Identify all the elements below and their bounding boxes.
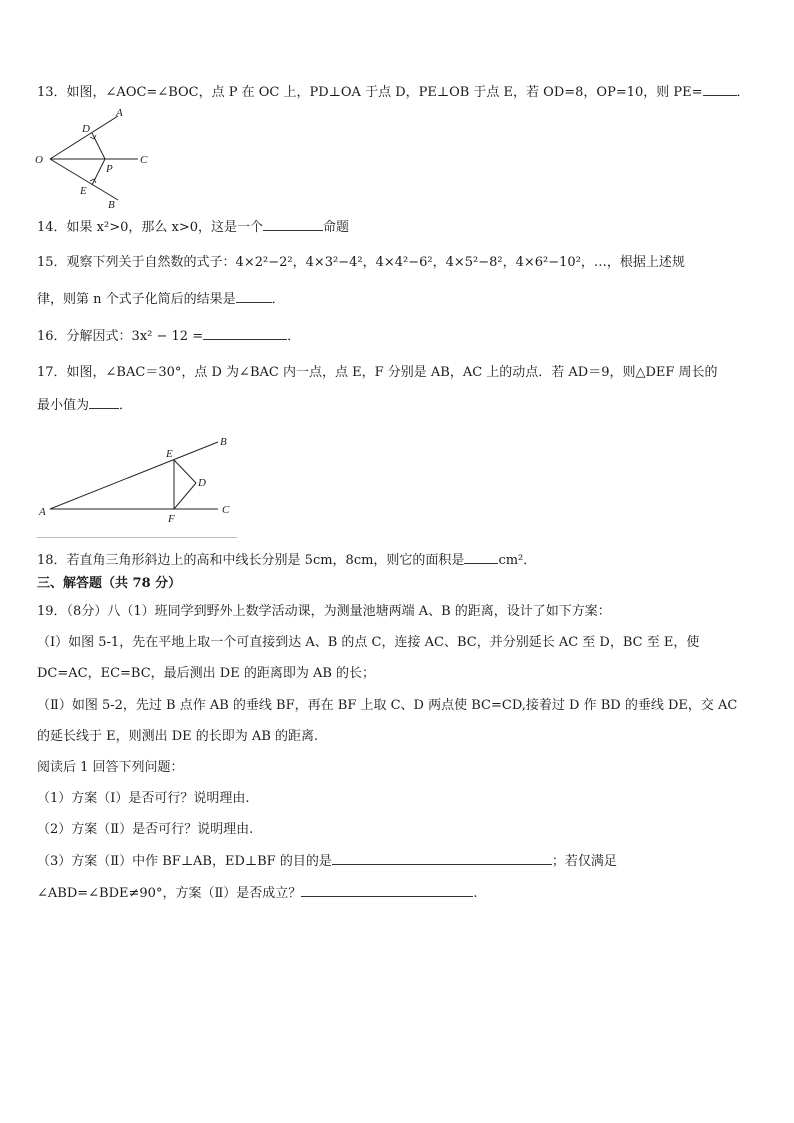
q15-answer-blank[interactable]	[236, 290, 272, 303]
q19-sub3b-suffix: .	[473, 886, 478, 901]
q16-prefix: 16．分解因式：3x² − 12 =	[37, 329, 204, 344]
label-o: O	[35, 154, 43, 166]
q19-sub3b-prefix: ∠ABD=∠BDE≠90°，方案（Ⅱ）是否成立？	[37, 886, 302, 901]
q15-line1: 15．观察下列关于自然数的式子：4×2²−2²，4×3²−4²，4×4²−6²，4×5²−8²，4×6²−10²，…，根据上述规	[37, 255, 685, 270]
q19-sub3-suffix: ；若仅满足	[551, 854, 617, 869]
label-b: B	[108, 199, 115, 211]
q19-intro: 19．（8分）八（1）班同学到野外上数学活动课，为测量池塘两端 A、B 的距离，设计了如下方案：	[37, 604, 611, 619]
q17-line2	[37, 396, 764, 415]
q19-sub3-answer-blank[interactable]	[332, 852, 552, 865]
q13-suffix: ．	[736, 85, 750, 100]
q13-answer-blank[interactable]	[703, 83, 737, 96]
q15-line2	[37, 290, 764, 309]
label-c: C	[222, 504, 230, 516]
label-a: A	[116, 107, 123, 119]
segment-pd	[92, 133, 105, 159]
q17-suffix: ．	[119, 398, 133, 413]
q19-sub2: （2）方案（Ⅱ）是否可行？说明理由.	[37, 822, 254, 837]
q18-suffix: cm²．	[498, 553, 537, 568]
q18-answer-blank[interactable]	[464, 551, 498, 564]
section-3-heading: 三、解答题（共 78 分）	[37, 576, 182, 591]
label-d: D	[82, 123, 90, 135]
label-e: E	[166, 448, 173, 460]
q14-prefix: 14．如果 x²>0，那么 x>0，这是一个	[37, 220, 264, 235]
label-f: F	[168, 513, 175, 525]
q18-text	[37, 551, 764, 570]
q17-line1: 17．如图，∠BAC＝30°，点 D 为∠BAC 内一点，点 E，F 分别是 AB，AC 上的动点．若 AD＝9，则△DEF 周长的	[37, 365, 718, 380]
q17-figure	[36, 433, 246, 525]
q17-answer-blank[interactable]	[89, 396, 119, 409]
q15-prefix: 律，则第 n 个式子化简后的结果是	[37, 292, 236, 307]
label-p: P	[106, 163, 113, 175]
q14-suffix: 命题	[323, 220, 350, 235]
q13-text	[37, 83, 764, 102]
label-a: A	[39, 506, 46, 518]
q13-prefix: 13．如图，∠AOC=∠BOC，点 P 在 OC 上，PD⊥OA 于点 D，PE⊥OB 于点 E，若 OD=8，OP=10，则 PE=	[37, 85, 703, 100]
label-d: D	[198, 477, 206, 489]
q19-sub3b	[37, 884, 764, 903]
divider	[37, 537, 237, 538]
label-c: C	[140, 154, 148, 166]
q19-sub3-prefix: （3）方案（Ⅱ）中作 BF⊥AB，ED⊥BF 的目的是	[37, 854, 332, 869]
label-b: B	[220, 436, 227, 448]
q19-plan1-line2: DC=AC，EC=BC，最后测出 DE 的距离即为 AB 的长；	[37, 666, 376, 681]
q15-suffix: ．	[271, 292, 285, 307]
q14-text	[37, 218, 764, 237]
q19-plan1-line1: （Ⅰ）如图 5-1，先在平地上取一个可直接到达 A、B 的点 C，连接 AC、BC，并分别延长 AC 至 D，BC 至 E，使	[37, 635, 700, 650]
segment-fd	[174, 483, 196, 509]
label-e: E	[80, 185, 87, 197]
q13-figure	[32, 104, 162, 212]
q18-prefix: 18．若直角三角形斜边上的高和中线长分别是 5cm，8cm，则它的面积是	[37, 553, 465, 568]
q14-answer-blank[interactable]	[263, 218, 323, 231]
q19-plan2-line1: （Ⅱ）如图 5-2，先过 B 点作 AB 的垂线 BF，再在 BF 上取 C、D 两点使 BC=CD,接着过 D 作 BD 的垂线 DE，交 AC	[37, 698, 738, 713]
q19-sub1: （1）方案（Ⅰ）是否可行？说明理由.	[37, 791, 250, 806]
q19-plan2-line2: 的延长线于 E，则测出 DE 的长即为 AB 的距离.	[37, 729, 319, 744]
q17-prefix: 最小值为	[37, 398, 90, 413]
segment-pe	[92, 159, 105, 185]
q19-sub3b-answer-blank[interactable]	[301, 884, 473, 897]
q16-text	[37, 327, 764, 346]
q19-read-instruction: 阅读后 1 回答下列问题：	[37, 760, 184, 775]
segment-ed	[174, 460, 196, 483]
q16-suffix: ．	[287, 329, 301, 344]
ray-ab	[50, 442, 218, 509]
q16-answer-blank[interactable]	[203, 327, 287, 340]
q19-sub3	[37, 852, 764, 871]
